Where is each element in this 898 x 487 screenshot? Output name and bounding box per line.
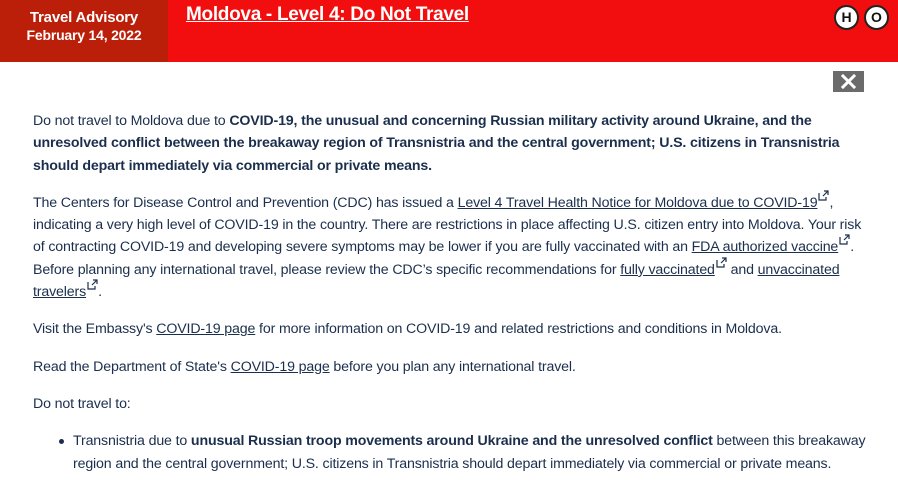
summary-lead: Do not travel to Moldova due to [33,113,230,129]
h-button[interactable]: H [834,5,859,30]
fda-vaccine-link[interactable]: FDA authorized vaccine [691,239,839,256]
list-text-2: between this breakaway region and the central government; U.S. citizens in Transnistria should depart immediately via commercial or private means. [73,433,866,472]
external-link-icon [839,234,850,245]
cdc-text-1: The Centers for Disease Control and Prevention (CDC) has issued a [33,194,458,211]
advisory-content [33,110,873,475]
external-link-icon [818,190,829,201]
embassy-text-1: Visit the Embassy's [33,321,157,338]
advisory-headline-link[interactable]: Moldova - Level 4: Do Not Travel [186,4,469,25]
close-button[interactable] [833,71,864,92]
cdc-health-notice-link[interactable]: Level 4 Travel Health Notice for Moldova due to COVID-19 [457,194,818,211]
list-text-1: Transnistria due to [73,433,191,450]
list-item [73,430,873,475]
embassy-covid-link[interactable]: COVID-19 page [156,321,256,338]
list-bold: unusual Russian troop movements around Ukraine and the unresolved conflict [190,433,713,450]
o-button[interactable]: O [864,5,889,30]
do-not-travel-list [73,430,873,475]
cdc-text-3: . Before planning any international travel, please review the CDC’s specific recommendations for [33,239,854,278]
state-covid-link[interactable]: COVID-19 page [230,358,330,375]
advisory-badge [0,0,168,62]
close-icon [841,74,856,89]
badge-title: Travel Advisory [29,9,139,26]
embassy-paragraph [33,318,873,340]
advisory-banner [0,0,898,62]
cdc-paragraph [33,192,873,303]
external-link-icon [87,279,98,290]
unvaccinated-travelers-link[interactable]: unvaccinated travelers [33,261,840,301]
state-paragraph [33,356,873,378]
cdc-text-2: , indicating a very high level of COVID-19 in the country. There are restrictions in place affecting U.S. citizen entry into Moldova. Your risk of contracting COVID-19 and developing severe symptoms may be lower if you are fully vaccinated with an [33,194,862,256]
cdc-text-5: . [98,284,102,301]
embassy-text-2: for more information on COVID-19 and related restrictions and conditions in Moldova. [255,321,782,338]
fully-vaccinated-link[interactable]: fully vaccinated [620,261,715,278]
badge-date: February 14, 2022 [26,27,142,43]
summary-paragraph [33,110,873,177]
cdc-text-4: and [726,261,758,278]
do-not-travel-heading: Do not travel to: [33,395,131,412]
summary-bold: COVID-19, the unusual and concerning Russian military activity around Ukraine, and the unresolved conflict between the breakaway region of Transnistria and the central government; U.S. citizens in Transnistria should depart immediately via commercial or private means. [33,113,840,174]
bullet-icon [59,439,64,444]
state-text-2: before you plan any international travel. [329,358,576,375]
state-text-1: Read the Department of State's [33,358,231,375]
external-link-icon [716,257,727,268]
